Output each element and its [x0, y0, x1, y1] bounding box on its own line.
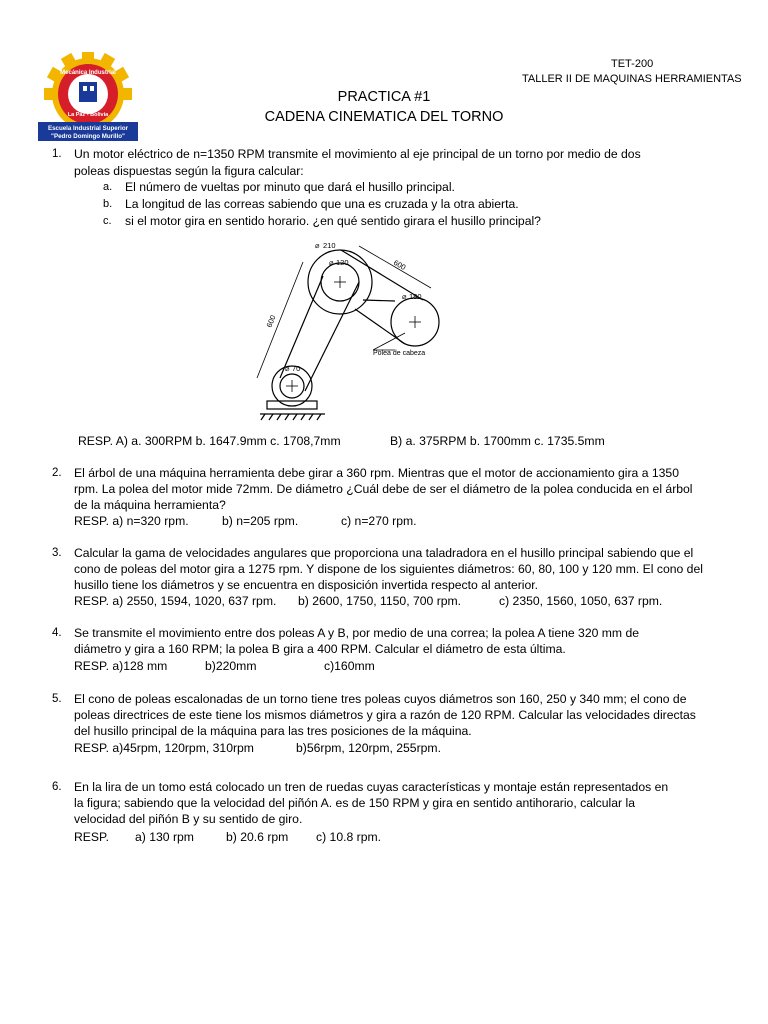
problem-4-answer-b: b)220mm: [205, 659, 257, 673]
problem-1-item-b-letter: b.: [103, 198, 113, 210]
problem-1-item-b: La longitud de las correas sabiendo que una es cruzada y la otra abierta.: [125, 197, 519, 211]
dimension-line-vertical: [257, 262, 303, 378]
logo-school-line1: Escuela Industrial Superior: [47, 125, 129, 132]
problem-6-line-3: velocidad del piñón B y su sentido de giro.: [74, 812, 303, 826]
problem-2-number: 2.: [52, 467, 62, 479]
problem-4-line-2: diámetro y gira a 160 RPM; la polea B gira a 400 RPM. Calcular el diámetro de esta última.: [74, 642, 566, 656]
problem-3-answer-c: c) 2350, 1560, 1050, 637 rpm.: [499, 594, 663, 608]
problem-6-answer-c: c) 10.8 rpm.: [316, 830, 382, 844]
problem-4-number: 4.: [52, 627, 62, 639]
page-subtitle: CADENA CINEMATICA DEL TORNO: [264, 109, 504, 125]
problem-1-item-c: si el motor gira en sentido horario. ¿en qué sentido girara el husillo principal?: [125, 214, 541, 228]
problem-1-answer-b: B) a. 375RPM b. 1700mm c. 1735.5mm: [390, 434, 605, 448]
page-title: PRACTICA #1: [337, 89, 431, 105]
problem-2-line-2: rpm. La polea del motor mide 72mm. De diámetro ¿Cuál debe de ser el diámetro de la polea conducida en el árbol: [74, 482, 693, 496]
school-logo: [36, 52, 140, 142]
problem-4-answer-c: c)160mm: [324, 659, 375, 673]
problem-5-line-3: del husillo principal de la máquina para las tres posiciones de la máquina.: [74, 724, 472, 738]
problem-3-answer-a: RESP. a) 2550, 1594, 1020, 637 rpm.: [74, 594, 277, 608]
problem-3-number: 3.: [52, 547, 62, 559]
problem-6-line-2: la figura; sabiendo que la velocidad del piñón A. es de 150 RPM y gira en sentido antihorario, calcular la: [74, 796, 635, 810]
svg-text:⌀: ⌀: [315, 241, 320, 250]
problem-1-item-a-letter: a.: [103, 181, 113, 193]
problem-5-number: 5.: [52, 693, 62, 705]
problem-2-answer-c: c) n=270 rpm.: [341, 514, 417, 528]
problem-1-item-a: El número de vueltas por minuto que dará el husillo principal.: [125, 180, 455, 194]
logo-arc-text: Mecánica Industrial: [60, 70, 116, 76]
course-name: TALLER II DE MAQUINAS HERRAMIENTAS: [522, 73, 742, 85]
pulley-diagram: [245, 238, 465, 423]
problem-3-line-3: husillo tiene los diámetros y se encuentra en disposición invertida respecto al anterior.: [74, 578, 539, 592]
problem-5-line-2: poleas directrices de este tiene los mismos diámetros y gira a razón de 120 RPM. Calcular las velocidades directas: [74, 708, 696, 722]
crossed-belt-cross-1: [363, 300, 395, 301]
problem-5-answer-a: RESP. a)45rpm, 120rpm, 310rpm: [74, 741, 254, 755]
label-d-top: 210: [323, 241, 336, 250]
crossed-belt-lower: [355, 309, 405, 344]
motor-base: [267, 401, 317, 409]
problem-4-answer-a: RESP. a)128 mm: [74, 659, 168, 673]
problem-1-item-c-letter: c.: [103, 215, 112, 227]
svg-text:⌀: ⌀: [402, 292, 407, 301]
problem-5-answer-b: b)56rpm, 120rpm, 255rpm.: [296, 741, 441, 755]
open-belt-left: [280, 276, 323, 378]
logo-city-text: La Paz - Bolivia: [67, 112, 109, 118]
problem-2-line-3: de la máquina herramienta?: [74, 498, 226, 512]
problem-1-line-1: Un motor eléctrico de n=1350 RPM transmite el movimiento al eje principal de un torno por medio de dos: [74, 147, 641, 161]
label-d-top-inner: 120: [336, 258, 349, 267]
problem-6-answer-label: RESP.: [74, 830, 110, 844]
logo-school-line2: "Pedro Domingo Murillo": [51, 133, 125, 140]
label-dist-diagonal: 600: [392, 257, 408, 272]
label-dist-vertical: 600: [264, 313, 278, 329]
problem-1-number: 1.: [52, 148, 62, 160]
problem-2-answer-b: b) n=205 rpm.: [222, 514, 299, 528]
problem-3-line-1: Calcular la gama de velocidades angulares que proporciona una taladradora en el husillo principal sabiendo que el: [74, 546, 694, 560]
label-d-right: 180: [409, 292, 422, 301]
problem-1-answer-a: RESP. A) a. 300RPM b. 1647.9mm c. 1708,7mm: [78, 434, 341, 448]
problem-2-line-1: El árbol de una máquina herramienta debe girar a 360 rpm. Mientras que el motor de accionamiento gira a 1350: [74, 466, 679, 480]
problem-6-line-1: En la lira de un tomo está colocado un tren de ruedas cuyas características y montaje están representados en: [74, 780, 669, 794]
svg-text:⌀: ⌀: [329, 258, 334, 267]
problem-6-answer-b: b) 20.6 rpm: [226, 830, 289, 844]
problem-3-line-2: cono de poleas del motor gira a 1275 rpm. Y dispone de los siguientes diámetros: 60, 80, 100 y 120 mm. El cono del: [74, 562, 703, 576]
problem-1-line-2: poleas dispuestas según la figura calcular:: [74, 164, 304, 178]
svg-text:⌀: ⌀: [285, 364, 290, 373]
problem-4-line-1: Se transmite el movimiento entre dos poleas A y B, por medio de una correa; la polea A tiene 320 mm de: [74, 626, 640, 640]
course-code: TET-200: [611, 58, 654, 70]
problem-3-answer-b: b) 2600, 1750, 1150, 700 rpm.: [298, 594, 462, 608]
problem-2-answer-a: RESP. a) n=320 rpm.: [74, 514, 189, 528]
label-head-pulley: Polea de cabeza: [373, 350, 426, 357]
problem-5-line-1: El cono de poleas escalonadas de un torno tiene tres poleas cuyos diámetros son 160, 250 y 340 mm; el cono de: [74, 692, 687, 706]
problem-6-answer-a: a) 130 rpm: [135, 830, 194, 844]
label-d-motor: 70: [292, 364, 301, 373]
problem-6-number: 6.: [52, 781, 62, 793]
